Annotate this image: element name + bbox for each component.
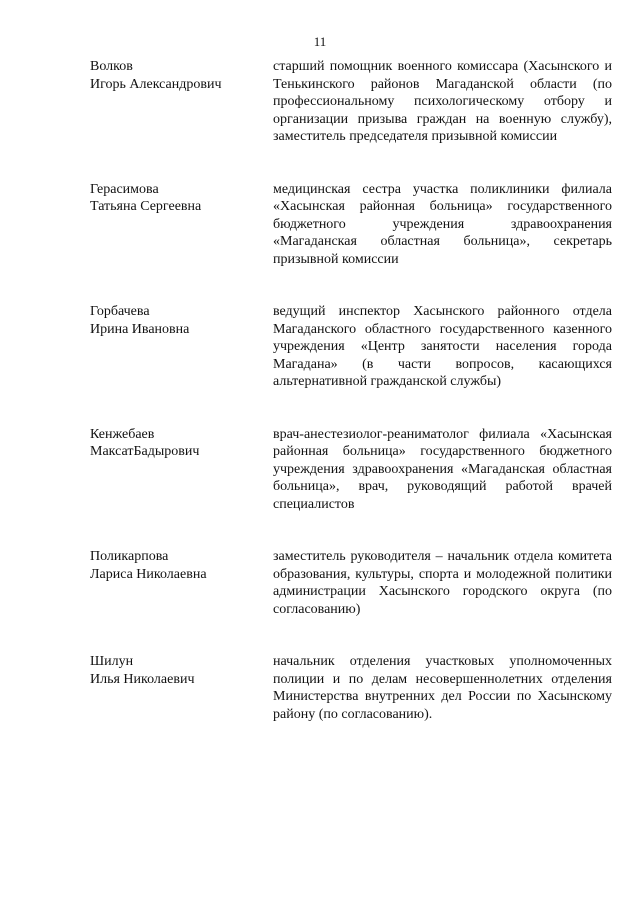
member-entry <box>90 58 612 146</box>
member-given-names: Илья Николаевич <box>90 671 195 687</box>
member-given-names: Татьяна Сергеевна <box>90 199 202 214</box>
member-role: начальник отделения участковых уполномоченных полиции и по делам несовершеннолетних отделения Министерства внутренних дел России по Хасынскому району (по согласованию). <box>273 654 612 722</box>
member-entry <box>90 181 612 269</box>
member-surname: Шилун <box>90 654 134 669</box>
member-entry <box>90 548 612 618</box>
member-surname: Герасимова <box>90 181 159 197</box>
member-role: врач-анестезиолог-реаниматолог филиала «Хасынская районная больница» государственного бюджетного учреждения здравоохранения «Магаданская областная больница», врач, руководящий работой врачей специалистов <box>273 426 612 512</box>
member-given-names: Ирина Ивановна <box>90 321 190 337</box>
member-surname: Поликарпова <box>90 549 169 564</box>
member-role: медицинская сестра участка поликлиники филиала «Хасынская районная больница» государственного бюджетного учреждения здравоохранения «Магаданская областная больница», секретарь призывной комиссии <box>273 181 612 267</box>
member-entry <box>90 303 612 391</box>
member-name <box>90 548 273 618</box>
member-name <box>90 58 273 146</box>
member-surname: Горбачева <box>90 304 150 319</box>
member-surname: Волков <box>90 59 133 74</box>
member-role: заместитель руководителя – начальник отдела комитета образования, культуры, спорта и молодежной политики администрации Хасынского городского округа (по согласованию) <box>273 549 612 617</box>
member-name <box>90 303 273 391</box>
member-entry <box>90 426 612 514</box>
commission-member-list <box>90 58 612 758</box>
member-given-names: МаксатБадырович <box>90 444 200 459</box>
member-given-names: Игорь Александрович <box>90 76 222 92</box>
member-role: ведущий инспектор Хасынского районного отдела Магаданского областного государственного казенного учреждения «Центр занятости населения города Магадана» (в части вопросов, касающихся альтернативной гражданской службы) <box>273 304 612 389</box>
member-name <box>90 426 273 514</box>
member-name <box>90 181 273 269</box>
page-number: 11 <box>313 34 327 49</box>
member-entry <box>90 653 612 723</box>
member-given-names: Лариса Николаевна <box>90 566 207 582</box>
member-role: старший помощник военного комиссара (Хасынского и Тенькинского районов Магаданской области (по профессиональному психологическому отбору и организации призыва граждан на военную службу), заместитель председателя призывной комиссии <box>273 59 612 144</box>
member-name <box>90 653 273 723</box>
member-surname: Кенжебаев <box>90 426 155 442</box>
